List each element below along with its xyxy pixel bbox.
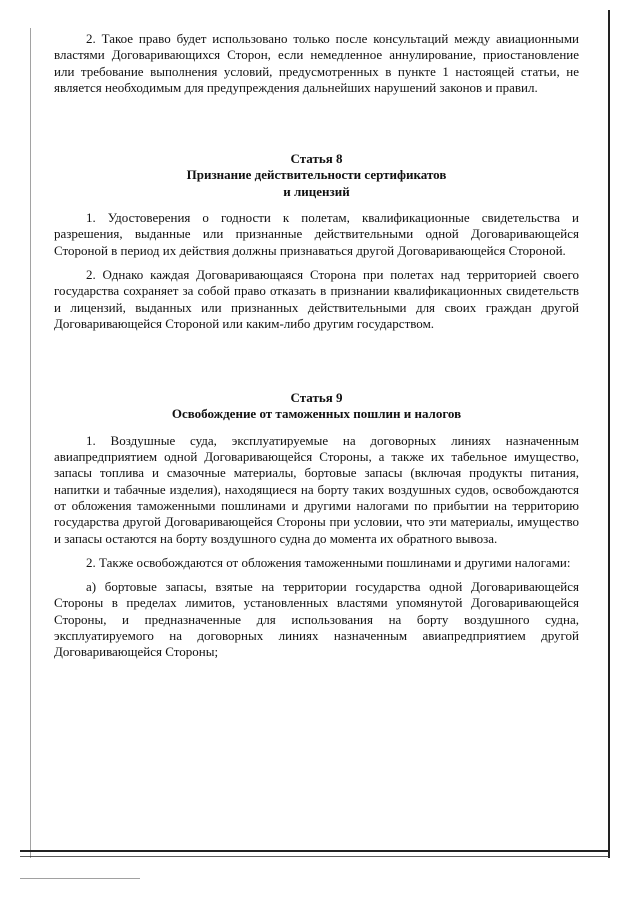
paragraph-article8-2: 2. Однако каждая Договаривающаяся Сторона при полетах над территорией своего государства сохраняет за собой право отказать в признании квалификационных свидетельств и лицензий, выданных или признанных действительными для своих граждан другой Договаривающейся Стороной или каким-либо другим государством. (54, 266, 579, 331)
article8-title-line2: и лицензий (283, 183, 350, 199)
paragraph-article8-1: 1. Удостоверения о годности к полетам, квалификационные свидетельства и разрешения, выданные или признанные действительными одной Договаривающейся Стороной в период их действия должны признаваться другой Договаривающейся Стороной. (54, 210, 579, 258)
document-body (54, 31, 579, 661)
right-border-line (608, 10, 610, 858)
left-margin-line (30, 28, 31, 858)
bottom-border-line-secondary (20, 856, 610, 857)
article8-title-line1: Признание действительности сертификатов (186, 167, 447, 183)
paragraph-article9-2a: а) бортовые запасы, взятые на территории государства одной Договаривающейся Стороны в пределах лимитов, установленных властями упомянутой Договаривающейся Стороны, и предназначенные для использования на борту воздушного судна, эксплуатируемого на договорных линиях назначенным авиапредприятием другой Договаривающейся Стороны; (54, 579, 579, 660)
article9-number: Статья 9 (290, 390, 343, 406)
article9-title-line1: Освобождение от таможенных пошлин и налогов (171, 406, 462, 422)
article8-number: Статья 8 (290, 151, 343, 167)
paragraph-article9-2: 2. Также освобождаются от обложения таможенными пошлинами и другими налогами: (86, 554, 571, 570)
bottom-scan-line (20, 878, 140, 879)
bottom-border-line (20, 850, 610, 852)
paragraph-article9-1: 1. Воздушные суда, эксплуатируемые на договорных линиях назначенным авиапредприятием одной Договаривающейся Стороны, а также их табельное имущество, запасы топлива и смазочные материалы, бортовые запасы (включая продукты питания, напитки и табачные изделия), находящиеся на борту таких воздушных судов, освобождаются от обложения таможенными пошлинами и другими налогами по прибытии на территорию государства другой Договаривающейся Стороны при условии, что эти материалы, имущество и запасы остаются на борту воздушного судна до момента их обратного вывоза. (54, 432, 579, 546)
paragraph-article7-2: 2. Такое право будет использовано только после консультаций между авиационными властями Договаривающихся Сторон, если немедленное аннулирование, приостановление или требование выполнения условий, предусмотренных в пункте 1 настоящей статьи, не является необходимым для предупреждения дальнейших нарушений законов и правил. (54, 31, 579, 95)
